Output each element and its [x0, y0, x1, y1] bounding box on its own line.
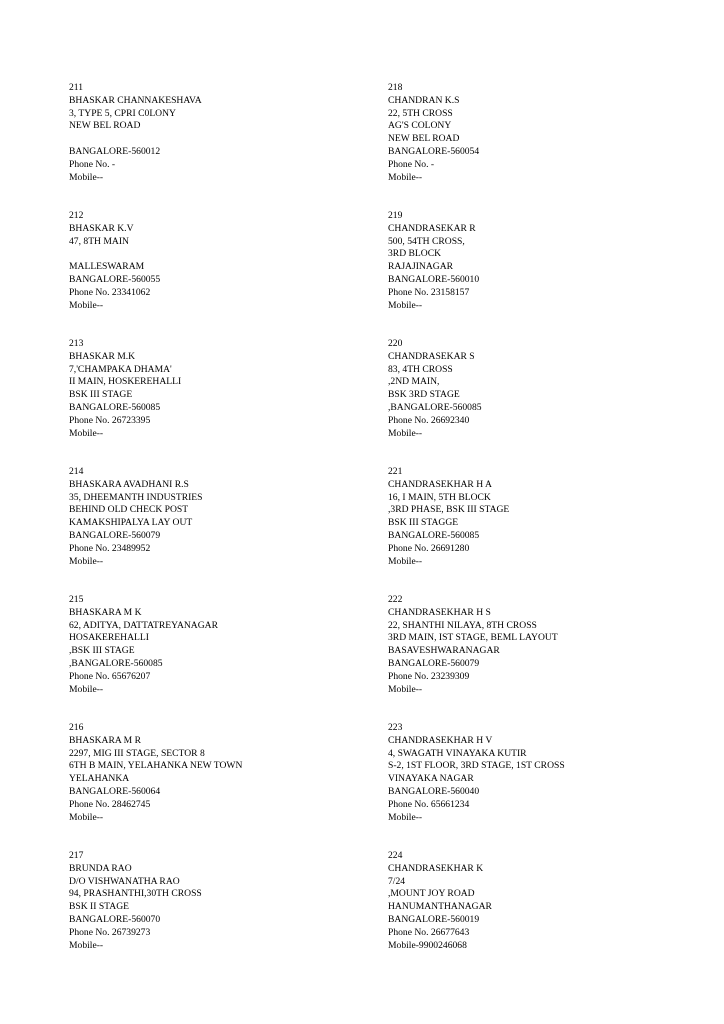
entry-line: Mobile--: [69, 811, 104, 823]
entry-line: Mobile--: [388, 171, 423, 183]
entry-line: Mobile--: [69, 427, 104, 439]
entry-line: 221: [388, 466, 403, 477]
entry-line: Phone No. 26677643: [388, 926, 470, 938]
entry-line: [69, 248, 369, 261]
entry-line: BANGALORE-560070: [69, 913, 161, 925]
entry-line: 223: [388, 722, 403, 733]
entry-line: Phone No. 26692340: [388, 414, 470, 426]
entry-line: BEHIND OLD CHECK POST: [69, 504, 189, 516]
entry-line: S-2, 1ST FLOOR, 3RD STAGE, 1ST CROSS: [388, 760, 565, 772]
entry-line: ,MOUNT JOY ROAD: [388, 888, 475, 900]
entry-line: ,BANGALORE-560085: [69, 657, 163, 669]
entry-line: NEW BEL ROAD: [69, 120, 141, 132]
entry-line: BANGALORE-560040: [388, 785, 480, 797]
entry-line: BSK III STAGGE: [388, 517, 459, 529]
entry-line: [69, 133, 369, 146]
entry-line: BHASKARA M R: [69, 734, 141, 746]
entry-line: BANGALORE-560079: [388, 657, 480, 669]
entry-line: YELAHANKA: [69, 773, 130, 785]
entry-line: 214: [69, 466, 84, 477]
entry-line: 224: [388, 850, 403, 861]
entry-line: BANGALORE-560085: [69, 401, 161, 413]
entry-line: Mobile--: [388, 299, 423, 311]
directory-entry: [69, 850, 369, 978]
entry-line: CHANDRAN K.S: [388, 94, 460, 106]
entry-line: 94, PRASHANTHI,30TH CROSS: [69, 888, 202, 900]
directory-entry: [388, 466, 688, 594]
entry-line: BASAVESHWARANAGAR: [388, 645, 500, 657]
directory-entry: [69, 594, 369, 722]
entry-line: BHASKAR M.K: [69, 350, 136, 362]
entry-line: Phone No. 28462745: [69, 798, 151, 810]
entry-line: Phone No. 65676207: [69, 670, 151, 682]
entry-line: Phone No. 23239309: [388, 670, 470, 682]
entry-line: HANUMANTHANAGAR: [388, 901, 492, 913]
entry-line: 7,'CHAMPAKA DHAMA': [69, 363, 172, 375]
directory-entry: [69, 722, 369, 850]
entry-line: Phone No. 26691280: [388, 542, 470, 554]
entry-line: ,3RD PHASE, BSK III STAGE: [388, 504, 510, 516]
entry-line: 211: [69, 82, 84, 93]
entry-line: Phone No. 26739273: [69, 926, 151, 938]
directory-entry: [388, 82, 688, 210]
entry-line: 6TH B MAIN, YELAHANKA NEW TOWN: [69, 760, 243, 772]
entry-line: AG'S COLONY: [388, 120, 452, 132]
entry-line: 22, SHANTHI NILAYA, 8TH CROSS: [388, 619, 537, 631]
entry-line: 4, SWAGATH VINAYAKA KUTIR: [388, 747, 527, 759]
entry-line: Mobile--: [69, 683, 104, 695]
entry-line: CHANDRASEKAR R: [388, 222, 476, 234]
entry-line: ,2ND MAIN,: [388, 376, 440, 388]
entry-line: D/O VISHWANATHA RAO: [69, 875, 180, 887]
entry-line: 3RD BLOCK: [388, 248, 442, 260]
entry-line: 7/24: [388, 875, 406, 887]
entry-line: 213: [69, 338, 84, 349]
entry-line: Mobile--: [69, 299, 104, 311]
entry-line: ,BSK III STAGE: [69, 645, 135, 657]
entry-line: BANGALORE-560055: [69, 273, 161, 285]
entry-line: HOSAKEREHALLI: [69, 632, 149, 644]
entry-line: 2297, MIG III STAGE, SECTOR 8: [69, 747, 205, 759]
directory-entry: [69, 210, 369, 338]
entry-line: Phone No. -: [69, 158, 116, 170]
directory-entry: [388, 338, 688, 466]
entry-line: BANGALORE-560064: [69, 785, 161, 797]
entry-line: Mobile--: [69, 171, 104, 183]
entry-line: Mobile--: [69, 939, 104, 951]
entry-line: VINAYAKA NAGAR: [388, 773, 474, 785]
entry-line: BANGALORE-560019: [388, 913, 480, 925]
entry-line: Mobile--: [388, 427, 423, 439]
directory-entry: [388, 850, 688, 978]
entry-line: 22, 5TH CROSS: [388, 107, 453, 119]
entry-line: BANGALORE-560012: [69, 145, 161, 157]
right-column: [388, 82, 688, 978]
entry-line: 500, 54TH CROSS,: [388, 235, 465, 247]
entry-line: BHASKARA AVADHANI R.S: [69, 478, 189, 490]
entry-line: 212: [69, 210, 84, 221]
entry-line: Mobile--: [388, 555, 423, 567]
entry-line: 3, TYPE 5, CPRI C0LONY: [69, 107, 176, 119]
entry-line: BHASKAR CHANNAKESHAVA: [69, 94, 202, 106]
entry-line: BSK 3RD STAGE: [388, 389, 460, 401]
directory-entry: [388, 722, 688, 850]
entry-line: MALLESWARAM: [69, 261, 145, 273]
entry-line: 222: [388, 594, 403, 605]
directory-entry: [388, 594, 688, 722]
entry-line: BANGALORE-560079: [69, 529, 161, 541]
entry-line: KAMAKSHIPALYA LAY OUT: [69, 517, 193, 529]
entry-line: ,BANGALORE-560085: [388, 401, 482, 413]
entry-line: 3RD MAIN, IST STAGE, BEML LAYOUT: [388, 632, 558, 644]
entry-line: Mobile--: [388, 811, 423, 823]
entry-line: 47, 8TH MAIN: [69, 235, 129, 247]
entry-line: NEW BEL ROAD: [388, 133, 460, 145]
entry-line: BSK III STAGE: [69, 389, 133, 401]
entry-line: II MAIN, HOSKEREHALLI: [69, 376, 182, 388]
directory-entry: [388, 210, 688, 338]
entry-line: 16, I MAIN, 5TH BLOCK: [388, 491, 491, 503]
entry-line: CHANDRASEKHAR H V: [388, 734, 493, 746]
entry-line: 83, 4TH CROSS: [388, 363, 453, 375]
directory-entry: [69, 82, 369, 210]
directory-entry: [69, 466, 369, 594]
entry-line: Mobile-9900246068: [388, 939, 467, 951]
entry-line: 217: [69, 850, 84, 861]
entry-line: CHANDRASEKHAR K: [388, 862, 484, 874]
entry-line: Phone No. 23341062: [69, 286, 151, 298]
entry-line: BSK II STAGE: [69, 901, 129, 913]
entry-line: Phone No. 23489952: [69, 542, 151, 554]
left-column: [69, 82, 369, 978]
entry-line: Mobile--: [388, 683, 423, 695]
entry-line: BANGALORE-560010: [388, 273, 480, 285]
entry-line: 216: [69, 722, 84, 733]
entry-line: CHANDRASEKHAR H A: [388, 478, 492, 490]
entry-line: BHASKAR K.V: [69, 222, 134, 234]
entry-line: BANGALORE-560054: [388, 145, 480, 157]
entry-line: 220: [388, 338, 403, 349]
entry-line: 35, DHEEMANTH INDUSTRIES: [69, 491, 203, 503]
entry-line: 218: [388, 82, 403, 93]
entry-line: Phone No. 23158157: [388, 286, 470, 298]
entry-line: RAJAJINAGAR: [388, 261, 454, 273]
entry-line: Mobile--: [69, 555, 104, 567]
entry-line: Phone No. -: [388, 158, 435, 170]
entry-line: Phone No. 26723395: [69, 414, 151, 426]
entry-line: 62, ADITYA, DATTATREYANAGAR: [69, 619, 218, 631]
entry-line: 219: [388, 210, 403, 221]
entry-line: CHANDRASEKHAR H S: [388, 606, 491, 618]
entry-line: CHANDRASEKAR S: [388, 350, 475, 362]
entry-line: 215: [69, 594, 84, 605]
entry-line: BHASKARA M K: [69, 606, 142, 618]
entry-line: BANGALORE-560085: [388, 529, 480, 541]
directory-entry: [69, 338, 369, 466]
entry-line: Phone No. 65661234: [388, 798, 470, 810]
entry-line: BRUNDA RAO: [69, 862, 132, 874]
